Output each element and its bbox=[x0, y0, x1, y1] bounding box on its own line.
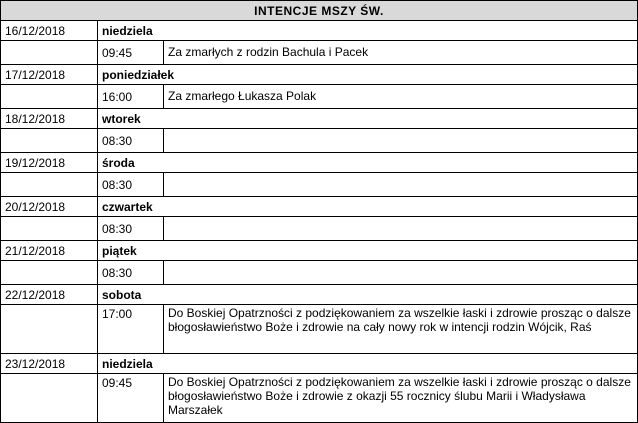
day-date: 20/12/2018 bbox=[1, 197, 98, 217]
table-title: INTENCJE MSZY ŚW. bbox=[1, 1, 638, 21]
mass-intention: Za zmarłego Łukasza Polak bbox=[164, 85, 638, 109]
mass-time: 09:45 bbox=[98, 41, 164, 65]
mass-row bbox=[1, 217, 638, 241]
day-name: niedziela bbox=[98, 354, 638, 374]
mass-intention bbox=[164, 217, 638, 241]
day-name: środa bbox=[98, 153, 638, 173]
mass-time: 17:00 bbox=[98, 305, 164, 354]
mass-row bbox=[1, 173, 638, 197]
day-row bbox=[1, 354, 638, 374]
empty-date-cell bbox=[1, 85, 98, 109]
day-row bbox=[1, 153, 638, 173]
mass-intention: Do Boskiej Opatrzności z podziękowaniem za wszelkie łaski i zdrowie prosząc o dalsze błogosławieństwo Boże i zdrowie na cały nowy rok w intencji rodzin Wójcik, Raś bbox=[164, 305, 638, 354]
day-name: sobota bbox=[98, 285, 638, 305]
mass-row bbox=[1, 305, 638, 354]
mass-time: 09:45 bbox=[98, 374, 164, 423]
day-name: piątek bbox=[98, 241, 638, 261]
mass-row bbox=[1, 129, 638, 153]
mass-row bbox=[1, 374, 638, 423]
empty-date-cell bbox=[1, 261, 98, 285]
table-header-row bbox=[1, 1, 638, 21]
mass-row bbox=[1, 85, 638, 109]
day-row bbox=[1, 109, 638, 129]
mass-time: 08:30 bbox=[98, 217, 164, 241]
mass-time: 08:30 bbox=[98, 261, 164, 285]
day-date: 18/12/2018 bbox=[1, 109, 98, 129]
empty-date-cell bbox=[1, 217, 98, 241]
day-name: wtorek bbox=[98, 109, 638, 129]
day-row bbox=[1, 285, 638, 305]
mass-row bbox=[1, 41, 638, 65]
empty-date-cell bbox=[1, 41, 98, 65]
day-date: 16/12/2018 bbox=[1, 21, 98, 41]
empty-date-cell bbox=[1, 305, 98, 354]
day-name: czwartek bbox=[98, 197, 638, 217]
day-date: 17/12/2018 bbox=[1, 65, 98, 85]
empty-date-cell bbox=[1, 374, 98, 423]
day-date: 22/12/2018 bbox=[1, 285, 98, 305]
day-date: 23/12/2018 bbox=[1, 354, 98, 374]
empty-date-cell bbox=[1, 129, 98, 153]
day-name: poniedziałek bbox=[98, 65, 638, 85]
day-name: niedziela bbox=[98, 21, 638, 41]
day-row bbox=[1, 241, 638, 261]
mass-intention bbox=[164, 129, 638, 153]
mass-intention bbox=[164, 261, 638, 285]
table-body bbox=[1, 21, 638, 423]
mass-time: 08:30 bbox=[98, 129, 164, 153]
day-date: 19/12/2018 bbox=[1, 153, 98, 173]
mass-intention bbox=[164, 173, 638, 197]
mass-intention: Za zmarłych z rodzin Bachula i Pacek bbox=[164, 41, 638, 65]
mass-time: 16:00 bbox=[98, 85, 164, 109]
mass-intention: Do Boskiej Opatrzności z podziękowaniem za wszelkie łaski i zdrowie prosząc o dalsze błogosławieństwo Boże i zdrowie z okazji 55 rocznicy ślubu Marii i Władysława Marszałek bbox=[164, 374, 638, 423]
day-date: 21/12/2018 bbox=[1, 241, 98, 261]
day-row bbox=[1, 197, 638, 217]
empty-date-cell bbox=[1, 173, 98, 197]
day-row bbox=[1, 21, 638, 41]
mass-row bbox=[1, 261, 638, 285]
mass-time: 08:30 bbox=[98, 173, 164, 197]
day-row bbox=[1, 65, 638, 85]
